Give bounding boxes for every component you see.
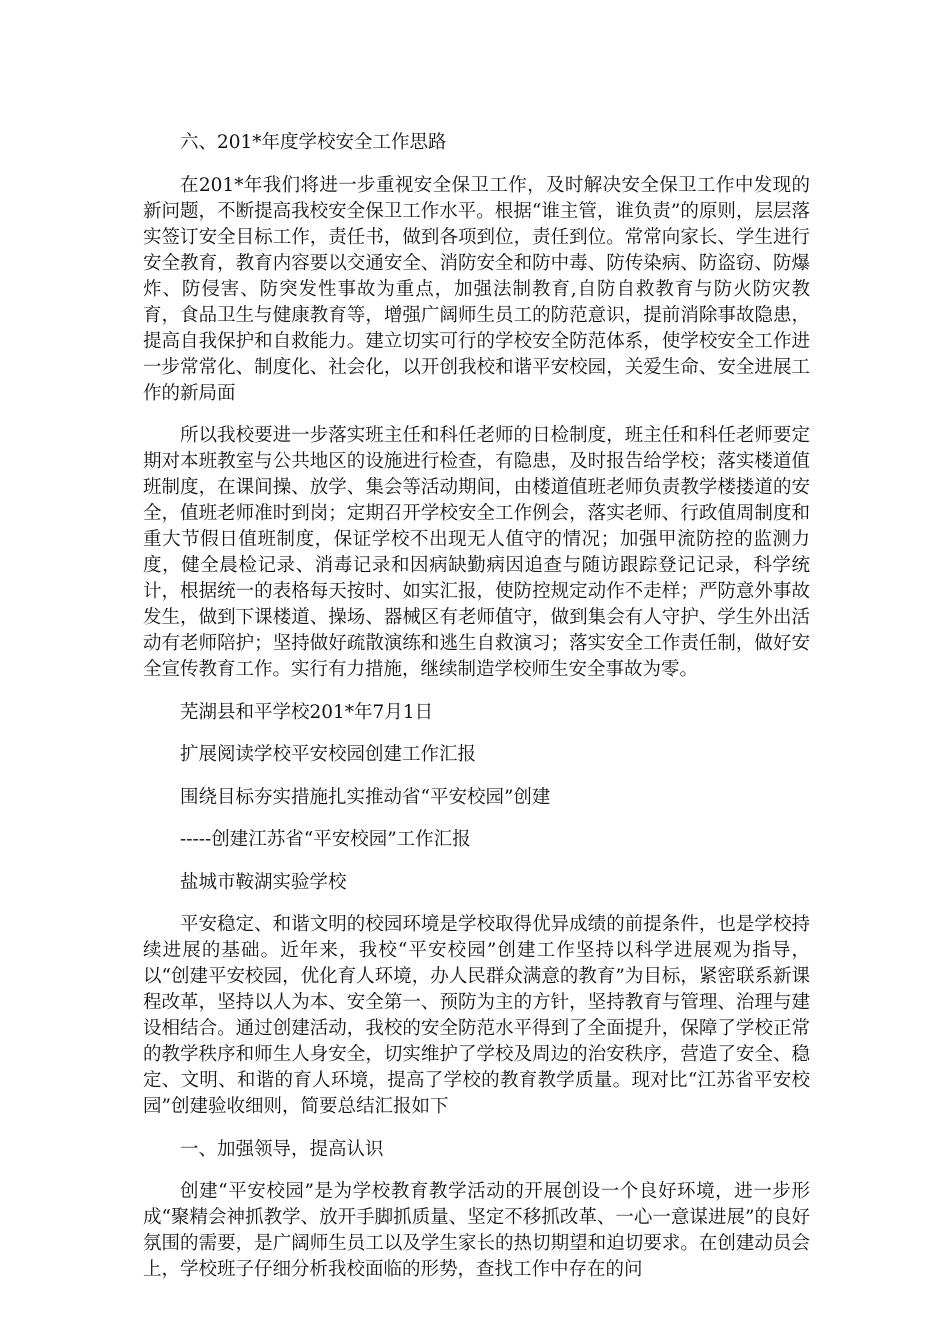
paragraph-4: 创建“平安校园”是为学校教育教学活动的开展创设一个良好环境，进一步形成“聚精会神抓教学、放开手脚抓质量、坚定不移抓改革、一心一意谋进展”的良好氛围的需要，是广阔师生员工以及学生家长的热切期望和迫切要求。在创建动员会上，学校班子仔细分析我校面临的形势，查找工作中存在的问 — [143, 1181, 810, 1280]
report-main-title: 围绕目标夯实措施扎实推动省“平安校园”创建 — [180, 786, 551, 808]
paragraph-3: 平安稳定、和谐文明的校园环境是学校取得优异成绩的前提条件，也是学校持续进展的基础。近年来，我校“平安校园”创建工作坚持以科学进展观为指导，以“创建平安校园，优化育人环境，办人民群众满意的教育”为目标，紧密联系新课程改革，坚持以人为本、安全第一、预防为主的方针，坚持教育与管理、治理与建设相结合。通过创建活动，我校的安全防范水平得到了全面提升，保障了学校正常的教学秩序和师生人身安全，切实维护了学校及周边的治安秩序，营造了安全、稳定、文明、和谐的育人环境，提高了学校的教育教学质量。现对比“江苏省平安校园”创建验收细则，简要总结汇报如下 — [143, 914, 810, 1117]
signature-line: 芜湖县和平学校201*年7月1日 — [180, 701, 434, 723]
school-name: 盐城市鞍湖实验学校 — [180, 871, 347, 893]
report-subtitle: -----创建江苏省“平安校园”工作汇报 — [180, 829, 471, 850]
paragraph-2: 所以我校要进一步落实班主任和科任老师的日检制度，班主任和科任老师要定期对本班教室与公共地区的设施进行检查，有隐患，及时报告给学校；落实楼道值班制度，在课间操、放学、集会等活动期间，由楼道值班老师负责教学楼搂道的安全，值班老师准时到岗；定期召开学校安全工作例会，落实老师、行政值周制度和重大节假日值班制度，保证学校不出现无人值守的情况；加强甲流防控的监测力度，健全晨检记录、消毒记录和因病缺勤病因追查与随访跟踪登记记录，科学统计，根据统一的表格每天按时、如实汇报，使防控规定动作不走样；严防意外事故发生，做到下课楼道、操场、器械区有老师值守，做到集会有人守护、学生外出活动有老师陪护；坚持做好疏散演练和逃生自救演习；落实安全工作责任制，做好安全宣传教育工作。实行有力措施，继续制造学校师生安全事故为零。 — [143, 425, 810, 680]
document-page — [143, 130, 810, 1300]
section-1-title: 一、加强领导，提高认识 — [180, 1138, 384, 1160]
paragraph-1: 在201*年我们将进一步重视安全保卫工作，及时解决安全保卫工作中发现的新问题，不断提高我校安全保卫工作水平。根据“谁主管，谁负责”的原则，层层落实签订安全目标工作，责任书，做到各项到位，责任到位。常常向家长、学生进行安全教育，教育内容要以交通安全、消防安全和防中毒、防传染病、防盗窃、防爆炸、防侵害、防突发性事故为重点，加强法制教育,自防自救教育与防火防灾教育，食品卫生与健康教育等，增强广阔师生员工的防范意识，提前消除事故隐患，提高自我保护和自救能力。建立切实可行的学校安全防范体系，使学校安全工作进一步常常化、制度化、社会化，以开创我校和谐平安校园，关爱生命、安全进展工作的新局面 — [143, 174, 810, 404]
extended-reading-title: 扩展阅读学校平安校园创建工作汇报 — [180, 744, 477, 765]
section-6-title: 六、201*年度学校安全工作思路 — [180, 132, 447, 153]
